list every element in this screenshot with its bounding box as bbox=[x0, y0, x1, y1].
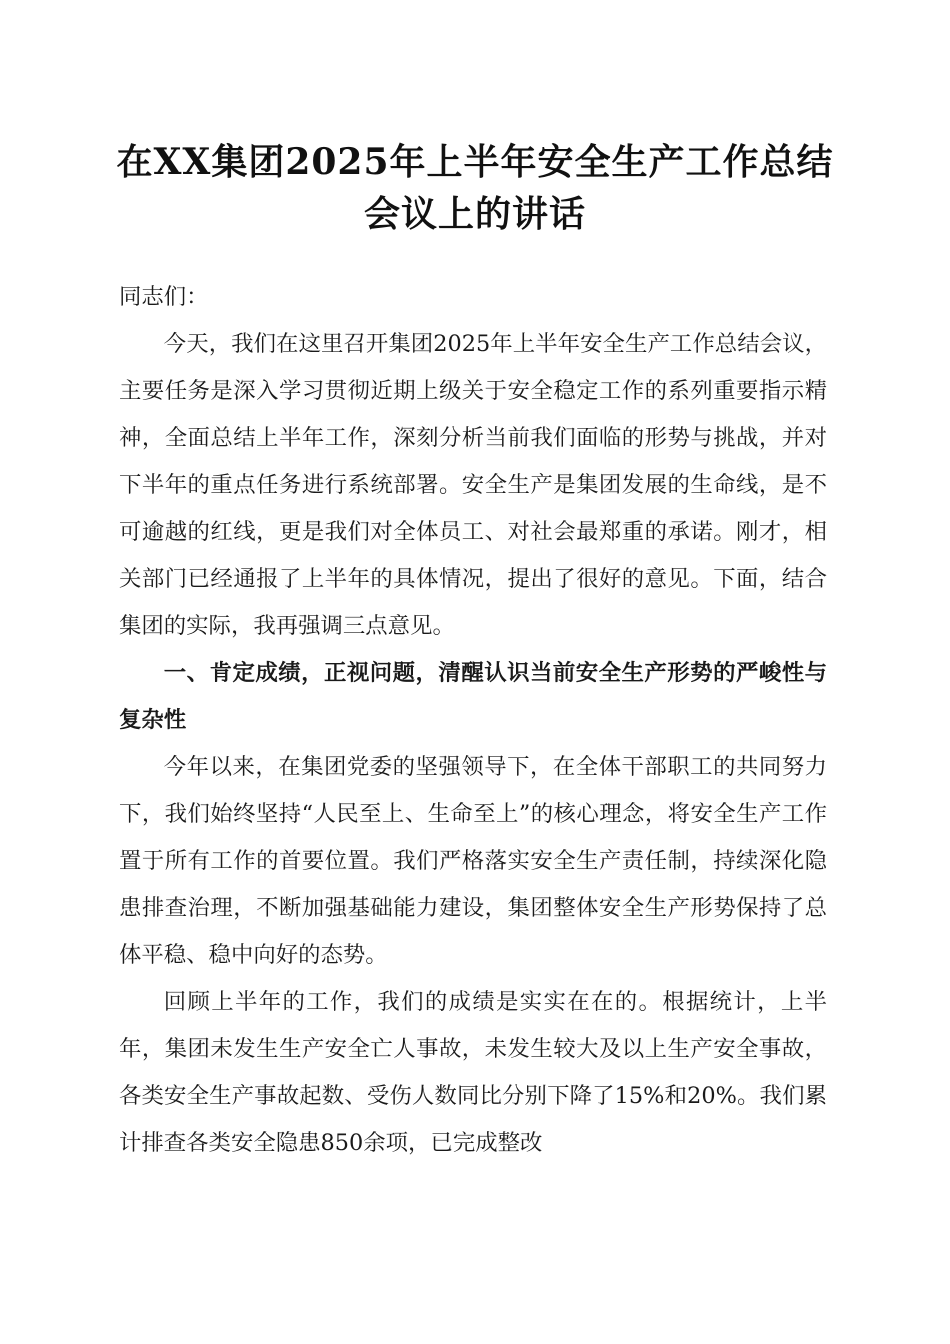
document-body bbox=[119, 274, 827, 1167]
paragraph-review: 回顾上半年的工作，我们的成绩是实实在在的。根据统计，上半年，集团未发生生产安全亡人事故，未发生较大及以上生产安全事故，各类安全生产事故起数、受伤人数同比分别下降了15%和20%。我们累计排查各类安全隐患850余项，已完成整改 bbox=[119, 989, 827, 1156]
salutation: 同志们： bbox=[119, 284, 209, 310]
document-title bbox=[100, 136, 850, 240]
paragraph-achievements: 今年以来，在集团党委的坚强领导下，在全体干部职工的共同努力下，我们始终坚持“人民至上、生命至上”的核心理念，将安全生产工作置于所有工作的首要位置。我们严格落实安全生产责任制，持续深化隐患排查治理，不断加强基础能力建设，集团整体安全生产形势保持了总体平稳、稳中向好的态势。 bbox=[119, 754, 827, 968]
title-line-2: 会议上的讲话 bbox=[363, 193, 586, 235]
paragraph-opening: 今天，我们在这里召开集团2025年上半年安全生产工作总结会议，主要任务是深入学习贯彻近期上级关于安全稳定工作的系列重要指示精神，全面总结上半年工作，深刻分析当前我们面临的形势与挑战，并对下半年的重点任务进行系统部署。安全生产是集团发展的生命线，是不可逾越的红线，更是我们对全体员工、对社会最郑重的承诺。刚才，相关部门已经通报了上半年的具体情况，提出了很好的意见。下面，结合集团的实际，我再强调三点意见。 bbox=[119, 331, 827, 639]
title-line-1: 在XX集团2025年上半年安全生产工作总结 bbox=[116, 141, 834, 183]
section-heading-1: 一、肯定成绩，正视问题，清醒认识当前安全生产形势的严峻性与复杂性 bbox=[119, 660, 827, 733]
